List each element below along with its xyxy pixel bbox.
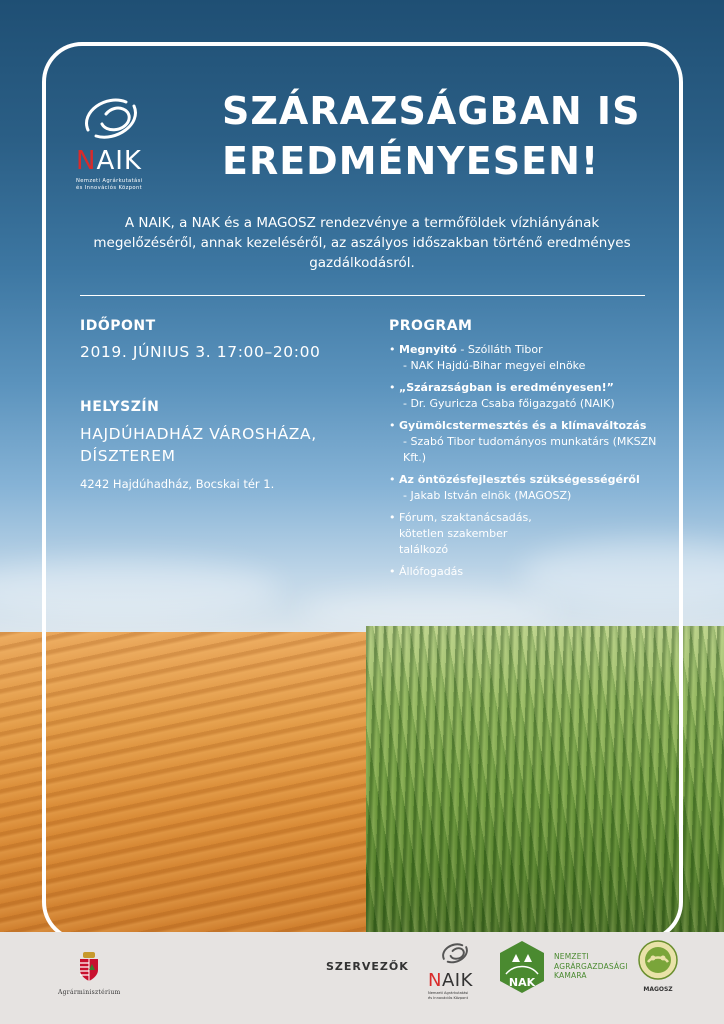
program-item-title: Megnyitó [399, 343, 457, 356]
program-item-title: „Szárazságban is eredményesen!” [399, 381, 614, 394]
naik-swirl-icon [438, 940, 472, 966]
place-heading: HELYSZÍN [80, 399, 160, 415]
time-value: 2019. JÚNIUS 3. 17:00–20:00 [80, 343, 321, 361]
program-item-inline: - Szólláth Tibor [456, 343, 543, 356]
program-item-inline: Fórum, szaktanácsadás, kötetlen szakember találkozó [399, 511, 532, 556]
footer-naik-wordmark: NAIK [428, 970, 473, 991]
program-item-inline: Állófogadás [399, 565, 464, 578]
program-item-sub: - Jakab István elnök (MAGOSZ) [403, 489, 572, 502]
program-item [389, 564, 679, 580]
program-list [389, 342, 679, 586]
program-heading: PROGRAM [389, 318, 473, 334]
program-item-title: Az öntözésfejlesztés szükségességéről [399, 473, 640, 486]
logo-subtitle-line2: és Innovációs Központ [76, 185, 143, 191]
time-heading: IDŐPONT [80, 318, 156, 334]
intro-text: A NAIK, a NAK és a MAGOSZ rendezvénye a termőföldek vízhiányának megelőzéséről, annak kezeléséről, az aszályos időszakban történő eredményes gazdálkodásról. [93, 215, 631, 271]
nak-name [554, 952, 628, 981]
title-line2: EREDMÉNYESEN! [222, 139, 600, 183]
ministry-label: Agrárminisztérium [58, 989, 121, 996]
magosz-label: MAGOSZ [643, 986, 673, 993]
title-line1: SZÁRAZSÁGBAN IS [222, 89, 641, 133]
naik-logo [76, 92, 184, 192]
nak-line2: AGRÁRGAZDASÁGI [554, 961, 628, 971]
place-value: HAJDÚHADHÁZ VÁROSHÁZA, DÍSZTEREM [80, 425, 317, 465]
nak-line3: KAMARA [554, 971, 587, 980]
program-item-sub: - Szabó Tibor tudományos munkatárs (MKSZN Kft.) [403, 435, 657, 464]
logo-subtitle [76, 178, 184, 192]
program-item-sub: - Dr. Gyuricza Csaba főigazgató (NAIK) [403, 397, 615, 410]
program-item [389, 510, 679, 558]
program-item [389, 380, 679, 412]
magosz-seal-icon [638, 940, 678, 980]
footer-naik-sub2: és Innovációs Központ [428, 996, 468, 1000]
ministry-logo [58, 952, 120, 996]
address: 4242 Hajdúhadház, Bocskai tér 1. [80, 477, 275, 491]
program-item [389, 418, 679, 466]
footer-naik-sub1: Nemzeti Agrárkutatási [428, 991, 469, 995]
divider [80, 295, 645, 296]
logo-wordmark: NAIK [76, 146, 142, 176]
footer-naik-subtitle [428, 991, 488, 1001]
program-item [389, 342, 679, 374]
nak-line1: NEMZETI [554, 952, 589, 961]
page-title [222, 86, 662, 186]
program-item [389, 472, 679, 504]
nak-logo-icon [498, 940, 546, 994]
magosz-logo [633, 940, 683, 993]
logo-subtitle-line1: Nemzeti Agrárkutatási [76, 178, 143, 184]
program-item-sub: - NAK Hajdú-Bihar megyei elnöke [403, 359, 586, 372]
footer-naik-logo [428, 940, 488, 1001]
naik-swirl-icon [76, 92, 146, 144]
nak-badge-text: NAK [508, 976, 536, 989]
program-item-title: Gyümölcstermesztés és a klímaváltozás [399, 419, 647, 432]
organizers-label: SZERVEZŐK [326, 960, 409, 973]
coat-of-arms-icon [78, 952, 100, 982]
